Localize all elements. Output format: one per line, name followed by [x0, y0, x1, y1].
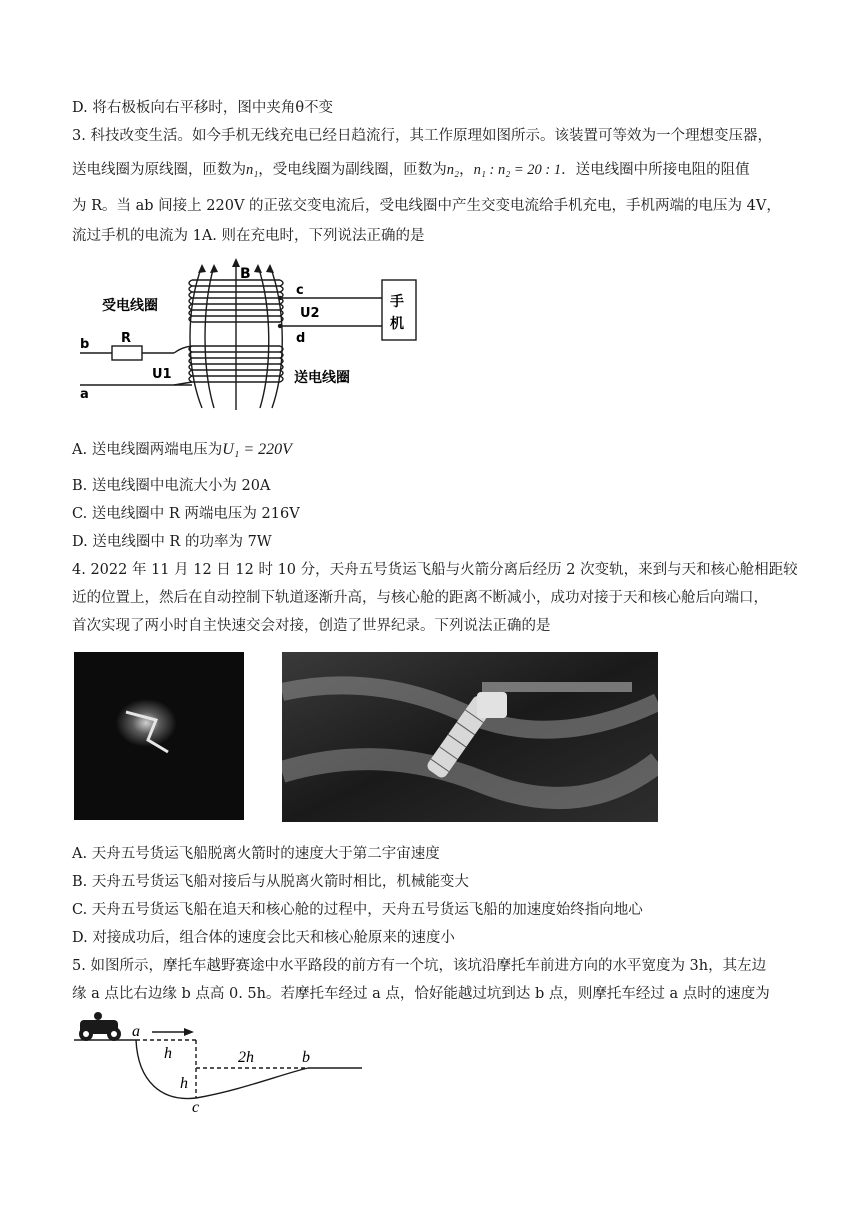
q5-stem-line-2: 缘 a 点比右边缘 b 点高 0. 5h。若摩托车经过 a 点，恰好能越过坑到达 b 点，则摩托车经过 a 点时的速度为	[72, 986, 770, 1002]
q3-label-r: R	[121, 331, 132, 346]
q3-turns-ratio: n₁ : n₂ = 20 : 1	[473, 162, 562, 178]
q3-label-u2: U2	[300, 306, 320, 321]
q3-stem-text-b: ，受电线圈为副线圈，匝数为	[258, 162, 447, 178]
q3-label-send-coil: 送电线圈	[294, 370, 350, 386]
q3-option-a-math: U₁ = 220V	[222, 441, 292, 458]
q5-label-h-upper: h	[164, 1045, 172, 1062]
q3-option-a	[72, 440, 292, 460]
q3-stem-line-4: 流过手机的电流为 1A. 则在充电时，下列说法正确的是	[72, 228, 425, 244]
q5-label-2h: 2h	[238, 1049, 254, 1066]
q4-stem-line-3: 首次实现了两小时自主快速交会对接，创造了世界纪录。下列说法正确的是	[72, 618, 551, 634]
q3-stem-line-1: 3. 科技改变生活。如今手机无线充电已经日趋流行，其工作原理如图所示。该装置可等效为一个理想变压器，	[72, 128, 772, 144]
q4-stem-line-1: 4. 2022 年 11 月 12 日 12 时 10 分，天舟五号货运飞船与火箭分离后经历 2 次变轨，来到与天和核心舱相距较	[72, 562, 798, 578]
q5-label-a: a	[132, 1023, 140, 1040]
q5-label-h-lower: h	[180, 1075, 188, 1092]
q3-option-d: D. 送电线圈中 R 的功率为 7W	[72, 534, 272, 550]
q3-stem-line-2: 送电线圈为原线圈，匝数为n₁，受电线圈为副线圈，匝数为n₂，n₁ : n₂ = 20 : 1．送电线圈中所接电阻的阻值	[72, 162, 750, 178]
q4-option-c: C. 天舟五号货运飞船在追天和核心舱的过程中，天舟五号货运飞船的加速度始终指向地心	[72, 902, 643, 918]
q3-label-d: d	[296, 331, 306, 346]
q2-option-d: D. 将右极板向右平移时，图中夹角θ不变	[72, 100, 334, 116]
q4-option-b: B. 天舟五号货运飞船对接后与从脱离火箭时相比，机械能变大	[72, 874, 469, 890]
q3-option-b: B. 送电线圈中电流大小为 20A	[72, 478, 271, 494]
q3-transformer-figure	[74, 258, 434, 418]
q3-n2: n₂	[446, 162, 460, 178]
q4-option-a: A. 天舟五号货运飞船脱离火箭时的速度大于第二宇宙速度	[72, 846, 440, 862]
q3-label-c: c	[296, 283, 304, 298]
q3-stem-line-3: 为 R。当 ab 间接上 220V 的正弦交变电流后，受电线圈中产生交变电流给手机充电，手机两端的电压为 4V，	[72, 198, 781, 214]
motorcycle-icon	[79, 1012, 121, 1041]
q3-label-a: a	[80, 387, 89, 402]
q3-label-u1: U1	[152, 367, 172, 382]
q3-label-phone-2: 机	[390, 316, 404, 332]
q3-label-b-field: B	[240, 266, 251, 282]
q3-option-a-text: A. 送电线圈两端电压为	[72, 442, 223, 458]
q3-label-b: b	[80, 337, 90, 352]
q5-label-c: c	[192, 1099, 200, 1114]
q5-label-b: b	[302, 1049, 310, 1066]
q5-pit-figure	[72, 1012, 372, 1114]
q3-label-receive-coil: 受电线圈	[102, 298, 158, 314]
q3-n1: n₁	[246, 162, 259, 178]
q3-option-c: C. 送电线圈中 R 两端电压为 216V	[72, 506, 300, 522]
q4-photo-spacecraft-right	[282, 652, 658, 822]
q4-stem-line-2: 近的位置上，然后在自动控制下轨道逐渐升高，与核心舱的距离不断减小，成功对接于天和核心舱后向端口，	[72, 590, 768, 606]
q4-option-d: D. 对接成功后，组合体的速度会比天和核心舱原来的速度小	[72, 930, 455, 946]
q4-photo-spacecraft-left	[74, 652, 244, 820]
q3-stem-text-a: 送电线圈为原线圈，匝数为	[72, 162, 246, 178]
q5-stem-line-1: 5. 如图所示，摩托车越野赛途中水平路段的前方有一个坑，该坑沿摩托车前进方向的水平宽度为 3h，其左边	[72, 958, 767, 974]
q3-label-phone-1: 手	[390, 294, 404, 310]
q3-stem-text-c: ．送电线圈中所接电阻的阻值	[561, 162, 750, 178]
